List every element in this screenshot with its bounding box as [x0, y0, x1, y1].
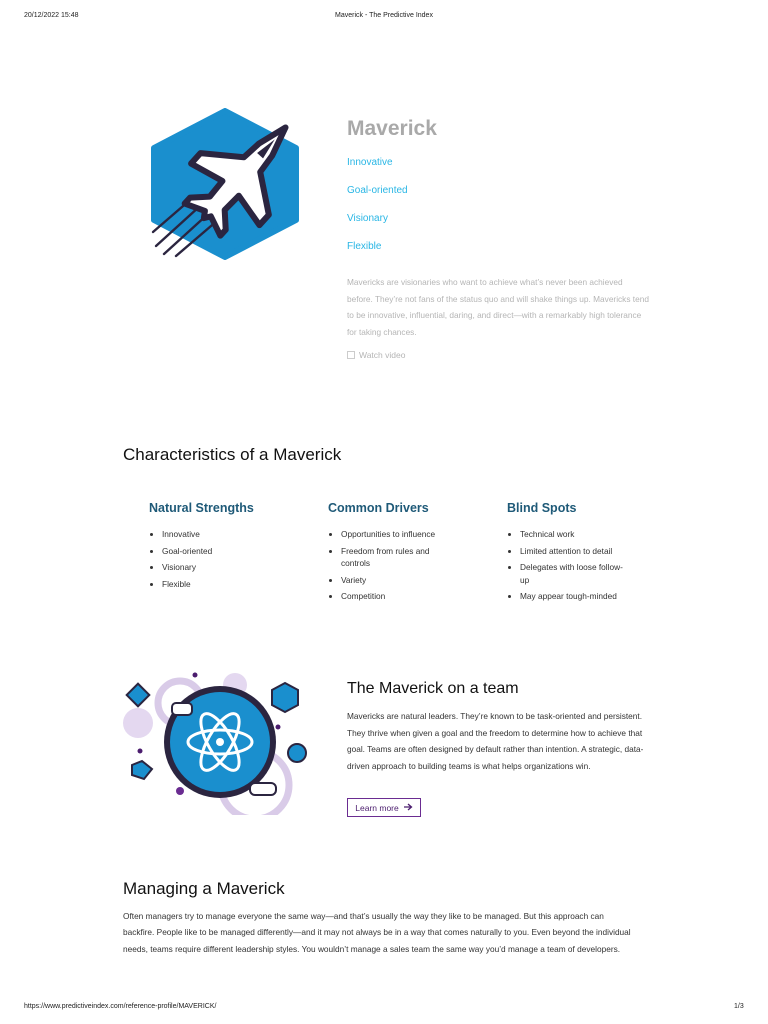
list-item: • Limited attention to detail — [520, 545, 627, 558]
drivers-column — [328, 501, 453, 607]
column-title: Common Drivers — [328, 501, 429, 515]
list-item: • Visionary — [162, 561, 309, 574]
list-item: • Variety — [341, 574, 453, 587]
strengths-column — [149, 501, 309, 594]
blind-spots-column — [507, 501, 627, 607]
watch-video-link[interactable] — [347, 350, 405, 360]
trait-item: Goal-oriented — [347, 185, 408, 196]
list-item: • Flexible — [162, 578, 309, 591]
profile-description: Mavericks are visionaries who want to achieve what’s never been achieved before. They’re not fans of the status quo and will shake things up. Mavericks tend to be innovative, influential, daring, and direct—with a remarkably high tolerance for taking chances. — [347, 277, 649, 337]
print-page-number: 1/3 — [734, 1003, 744, 1010]
print-doc-title: Maverick - The Predictive Index — [335, 12, 433, 19]
team-illustration — [120, 665, 320, 815]
trait-item: Innovative — [347, 157, 393, 168]
fighter-jet-icon — [150, 108, 300, 260]
managing-heading: Managing a Maverick — [123, 879, 285, 898]
learn-more-label: Learn more — [355, 802, 399, 813]
list-item: • Competition — [341, 590, 453, 603]
column-title: Blind Spots — [507, 501, 577, 515]
watch-video-label: Watch video — [359, 350, 406, 360]
team-description: Mavericks are natural leaders. They’re known to be task-oriented and persistent. They thrive when given a goal and the freedom to determine how to achieve that goal. Teams are often designed by default rather than intention. A strategic, data-driven approach to building teams is what helps organizations win. — [347, 711, 644, 771]
list-item: • Freedom from rules and controls — [341, 545, 453, 570]
list-item: • May appear tough-minded — [520, 590, 627, 603]
managing-description: Often managers try to manage everyone the same way—and that’s usually the way they like to be managed. But this approach can backfire. People like to be managed differently—and it may not always be in a way that comes naturally to you. Even beyond the individual needs, teams require different leadership styles. You wouldn’t manage a sales team the same way you’d manage a team of developers. — [123, 911, 631, 954]
characteristics-heading: Characteristics of a Maverick — [123, 445, 342, 464]
column-title: Natural Strengths — [149, 501, 254, 515]
trait-item: Flexible — [347, 241, 382, 252]
video-icon — [347, 351, 355, 359]
list-item: • Opportunities to influence — [341, 528, 453, 541]
learn-more-button[interactable] — [347, 798, 421, 817]
list-item: • Delegates with loose follow-up — [520, 561, 627, 586]
print-url: https://www.predictiveindex.com/reference-profile/MAVERICK/ — [24, 1003, 217, 1010]
profile-title: Maverick — [347, 117, 437, 140]
team-heading: The Maverick on a team — [347, 680, 519, 697]
list-item: • Technical work — [520, 528, 627, 541]
list-item: • Innovative — [162, 528, 309, 541]
print-datetime: 20/12/2022 15:48 — [24, 12, 79, 19]
arrow-right-icon — [404, 803, 413, 813]
trait-item: Visionary — [347, 213, 388, 224]
list-item: • Goal-oriented — [162, 545, 309, 558]
